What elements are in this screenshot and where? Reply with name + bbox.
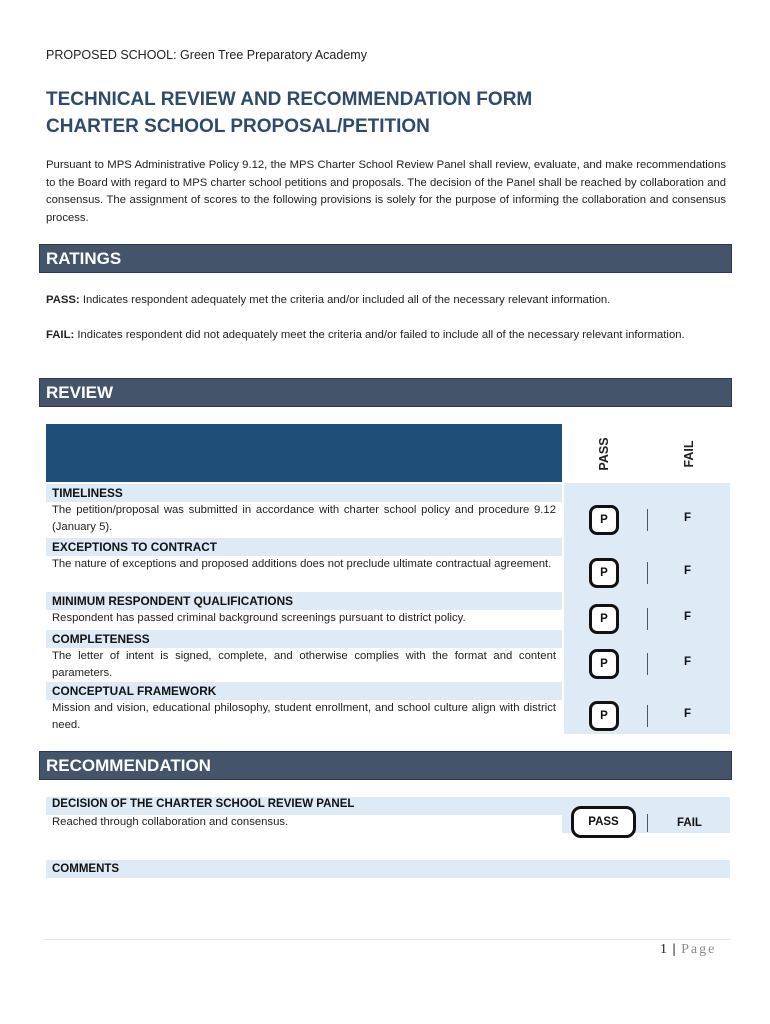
criterion-title: CONCEPTUAL FRAMEWORK — [46, 682, 562, 700]
fail-mark[interactable]: F — [684, 512, 692, 524]
decision-text: Reached through collaboration and consensus. — [52, 816, 289, 828]
comments-label: COMMENTS — [46, 860, 730, 878]
proposed-school: PROPOSED SCHOOL: Green Tree Preparatory Academy — [46, 48, 367, 62]
criterion-title: EXCEPTIONS TO CONTRACT — [46, 538, 562, 556]
criterion-text: Respondent has passed criminal background screenings pursuant to district policy. — [52, 612, 466, 624]
pass-column-header — [589, 425, 619, 483]
pass-mark-selected[interactable]: P — [589, 558, 619, 588]
fail-mark[interactable]: F — [684, 708, 692, 720]
criterion-text: The letter of intent is signed, complete, and otherwise complies with the format and content parameters. — [52, 650, 556, 679]
column-separator — [647, 509, 648, 531]
pass-term: PASS: — [46, 294, 80, 306]
criterion-text: The nature of exceptions and proposed additions does not preclude ultimate contractual agreement. — [52, 558, 552, 570]
fail-mark[interactable]: F — [684, 611, 692, 623]
pass-mark-selected[interactable]: P — [589, 649, 619, 679]
fail-mark[interactable]: F — [684, 565, 692, 577]
decision-pass-selected[interactable]: PASS — [571, 806, 636, 838]
page-word: Page — [681, 942, 717, 957]
criterion-text: The petition/proposal was submitted in accordance with charter school policy and procedure 9.12 (January 5). — [52, 504, 556, 533]
page-separator: | — [672, 942, 677, 957]
review-heading: REVIEW — [39, 378, 732, 407]
pass-mark-selected[interactable]: P — [589, 604, 619, 634]
ratings-heading: RATINGS — [39, 244, 732, 273]
footer-divider — [44, 939, 730, 940]
fail-column-header — [674, 425, 704, 483]
decision-fail[interactable]: FAIL — [677, 817, 702, 829]
fail-definition-text: Indicates respondent did not adequately meet the criteria and/or failed to include all of the necessary relevant information. — [74, 329, 685, 341]
form-title — [46, 86, 532, 140]
recommendation-heading: RECOMMENDATION — [39, 751, 732, 780]
form-title-line-2: CHARTER SCHOOL PROPOSAL/PETITION — [46, 116, 430, 137]
fail-definition — [46, 327, 726, 345]
criterion-title: COMPLETENESS — [46, 630, 562, 648]
review-table-header — [46, 424, 562, 482]
page-footer — [660, 942, 716, 958]
pass-mark-selected[interactable]: P — [589, 701, 619, 731]
intro-paragraph: Pursuant to MPS Administrative Policy 9.12, the MPS Charter School Review Panel shall review, evaluate, and make recommendations to the Board with regard to MPS charter school petitions and proposals. The decision of the Panel shall be reached by collaboration and consensus. The assignment of scores to the following provisions is solely for the purpose of informing the collaboration and consensus process. — [46, 159, 726, 224]
pass-column-label: PASS — [597, 437, 611, 471]
fail-mark[interactable]: F — [684, 656, 692, 668]
pass-definition — [46, 292, 726, 310]
column-separator — [647, 705, 648, 727]
fail-term: FAIL: — [46, 329, 75, 341]
criterion-text: Mission and vision, educational philosophy, student enrollment, and school culture align with district need. — [52, 702, 556, 731]
column-separator — [647, 653, 648, 675]
column-separator — [647, 608, 648, 630]
page-number: 1 — [660, 942, 668, 957]
pass-definition-text: Indicates respondent adequately met the criteria and/or included all of the necessary relevant information. — [79, 294, 611, 306]
column-separator — [647, 562, 648, 584]
criterion-title: TIMELINESS — [46, 484, 562, 502]
fail-column-label: FAIL — [682, 440, 696, 468]
column-separator — [647, 814, 648, 832]
criterion-title: MINIMUM RESPONDENT QUALIFICATIONS — [46, 592, 562, 610]
decision-title: DECISION OF THE CHARTER SCHOOL REVIEW PANEL — [52, 798, 355, 810]
form-title-line-1: TECHNICAL REVIEW AND RECOMMENDATION FORM — [46, 89, 533, 110]
pass-mark-selected[interactable]: P — [589, 505, 619, 535]
